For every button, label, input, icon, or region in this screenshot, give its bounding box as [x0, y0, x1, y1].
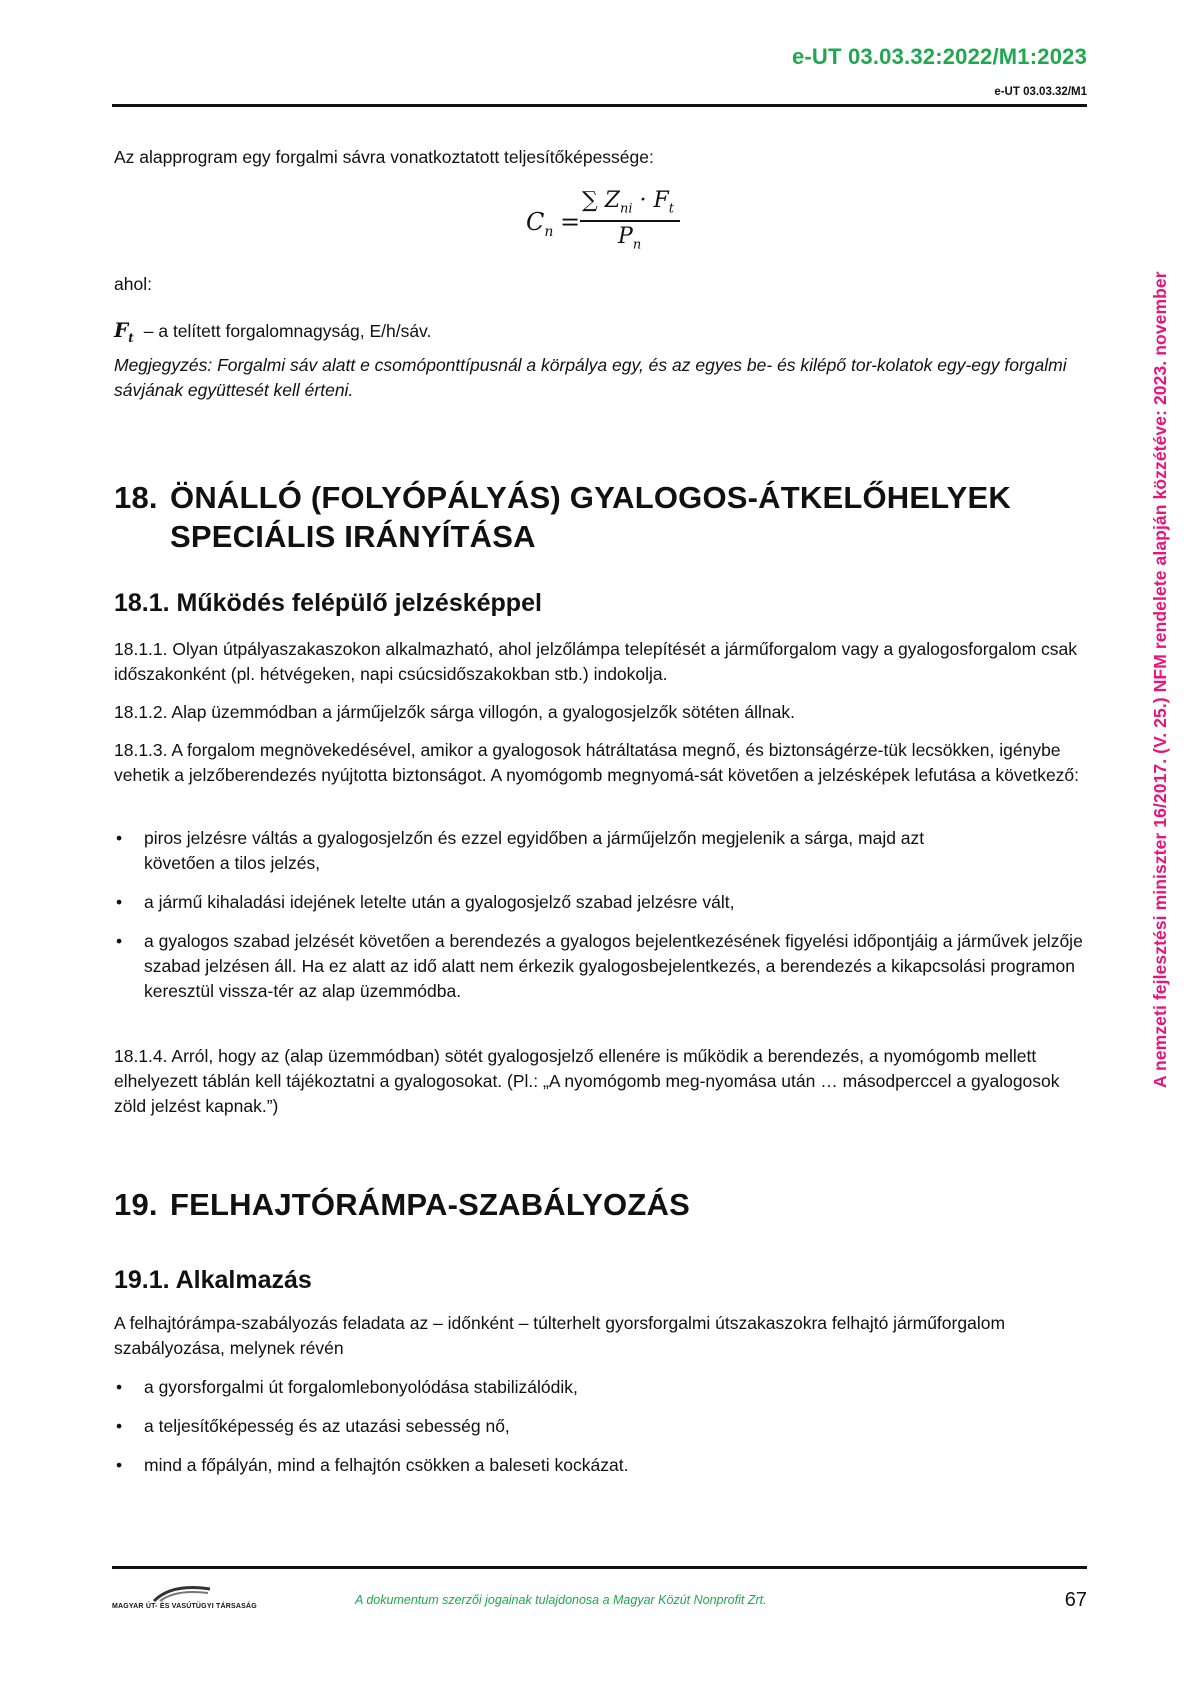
formula-equals: =	[560, 208, 581, 236]
formula-denominator: $P_n$	[618, 224, 642, 253]
section-19-1-heading: 19.1. Alkalmazás	[114, 1266, 312, 1294]
section-18-1-heading: 18.1. Működés felépülő jelzésképpel	[114, 589, 542, 617]
where-label: ahol:	[114, 274, 152, 294]
list-item: • a jármű kihaladási idejének letelte után a gyalogosjelző szabad jelzésre vált,	[116, 892, 735, 912]
para-18-1-2: 18.1.2. Alap üzemmódban a járműjelzők sárga villogón, a gyalogosjelzők sötéten állnak.	[114, 702, 795, 722]
section-19-heading: 19. FELHAJTÓRÁMPA-SZABÁLYOZÁS	[114, 1187, 690, 1222]
page-number: 67	[1064, 1589, 1087, 1611]
section-19-bullets	[114, 1375, 1088, 1492]
header-rule	[112, 104, 1087, 107]
section-18-bullets	[114, 826, 1088, 1018]
para-19-1: A felhajtórámpa-szabályozás feladata az – időnként – túlterhelt gyorsforgalmi útszakaszokra felhajtó járműforgalom szabályozása, melynek révén	[114, 1313, 1006, 1358]
note-paragraph: Megjegyzés: Forgalmi sáv alatt e csomóponttípusnál a körpálya egy, és az egyes be- és kilépő tor-kolatok egy-egy forgalmi sávjának együttesét kell érteni.	[114, 355, 1067, 400]
list-item: • a teljesítőképesség és az utazási sebesség nő,	[116, 1416, 510, 1436]
copyright-note: A dokumentum szerzői jogainak tulajdonosa a Magyar Közút Nonprofit Zrt.	[355, 1593, 767, 1607]
formula-lhs: $C_n$	[526, 208, 554, 240]
section-18-heading: 18. ÖNÁLLÓ (FOLYÓPÁLYÁS) GYALOGOS-ÁTKELŐHELYEK SPECIÁLIS IRÁNYÍTÁSA	[114, 480, 1011, 554]
list-item: • a gyorsforgalmi út forgalomlebonyolódása stabilizálódik,	[116, 1377, 578, 1397]
publisher-logo: MAGYAR ÚT- ÉS VASÚTÜGYI TÁRSASÁG	[112, 1583, 262, 1613]
para-18-1-3: 18.1.3. A forgalom megnövekedésével, amikor a gyalogosok hátráltatása megnő, és biztonságérze-tük lecsökken, igénybe vehetik a jelzőberendezés nyújtotta biztonságot. A nyomógomb megnyomá-sát követően a jelzésképek lefutása a következő:	[114, 740, 1080, 785]
document-code-short: e-UT 03.03.32/M1	[994, 86, 1087, 98]
publication-side-note: A nemzeti fejlesztési miniszter 16/2017. (V. 25.) NFM rendelete alapján közzétéve: 2023. november	[1150, 271, 1170, 1088]
para-18-1-1: 18.1.1. Olyan útpályaszakaszokon alkalmazható, ahol jelzőlámpa telepítését a járműforgalom vagy a gyalogosforgalom csak időszakonként (pl. hétvégeken, napi csúcsidőszakokban stb.) indokolja.	[114, 639, 1078, 684]
footer-rule	[112, 1566, 1087, 1569]
capacity-formula	[526, 188, 686, 258]
symbol-ft: $F_t$	[114, 318, 134, 345]
formula-numerator: ∑ $Z_{ni} \cdot F_t$	[582, 188, 674, 217]
list-item: • a gyalogos szabad jelzését követően a berendezés a gyalogos bejelentkezésének figyelési időpontjáig a járművek jelzője szabad jelzésen áll. Ha ez alatt az idő alatt nem érkezik gyalogosbejelentkezés, a berendezés a kikapcsolási programon keresztül vissza-tér az alap üzemmódba.	[116, 931, 1083, 1001]
symbol-ft-text: – a telített forgalomnagyság, E/h/sáv.	[143, 321, 432, 341]
symbol-definition	[114, 318, 1088, 351]
list-item: • piros jelzésre váltás a gyalogosjelzőn és ezzel egyidőben a járműjelzőn megjelenik a sárga, majd azt követően a tilos jelzés,	[116, 828, 925, 873]
intro-lead: Az alapprogram egy forgalmi sávra vonatkoztatott teljesítőképessége:	[114, 147, 654, 167]
list-item: • mind a főpályán, mind a felhajtón csökken a baleseti kockázat.	[116, 1455, 629, 1475]
document-code: e-UT 03.03.32:2022/M1:2023	[791, 44, 1087, 69]
para-18-1-4: 18.1.4. Arról, hogy az (alap üzemmódban) sötét gyalogosjelző ellenére is működik a berendezés, a nyomógomb mellett elhelyezett táblán kell tájékoztatni a gyalogosokat. (Pl.: „A nyomógomb meg-nyomása után … másodperccel a gyalogosok zöld jelzést kapnak.”)	[114, 1046, 1060, 1116]
road-swoosh-icon	[152, 1583, 212, 1603]
formula-fraction-bar	[580, 220, 680, 222]
